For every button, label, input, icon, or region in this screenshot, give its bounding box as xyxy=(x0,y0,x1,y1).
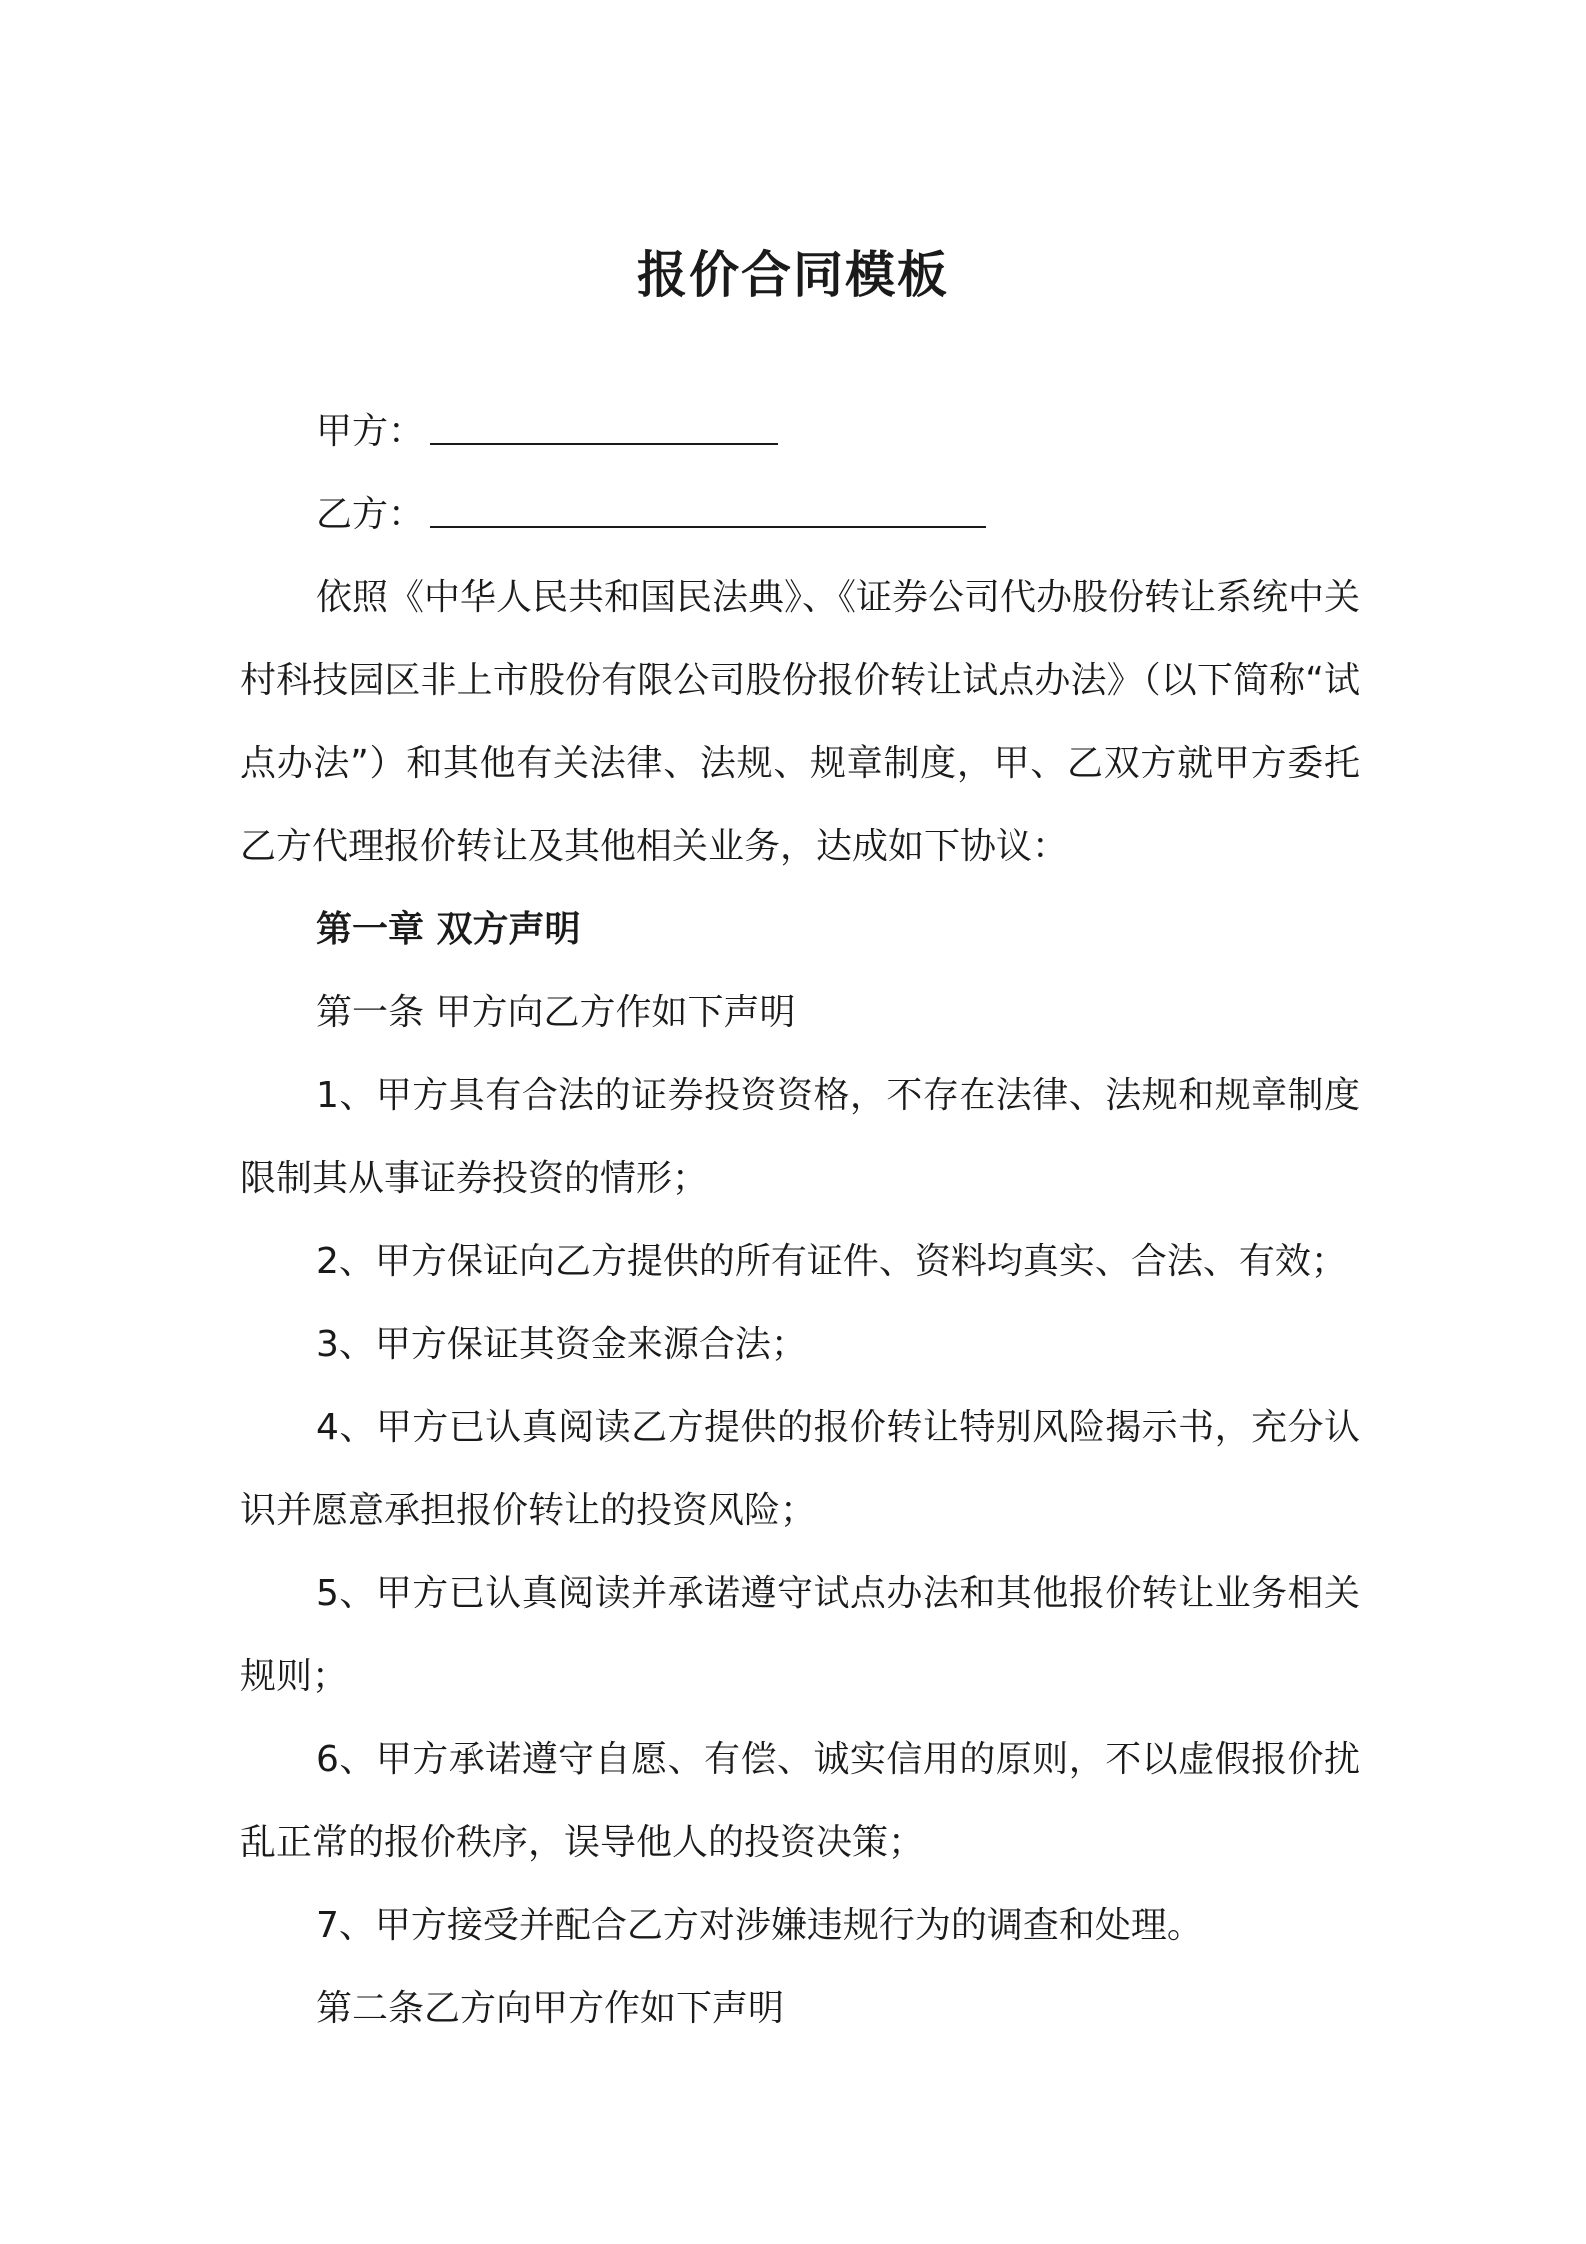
article-heading: 第一条 甲方向乙方作如下声明 xyxy=(316,992,796,1033)
article-heading: 第二条乙方向甲方作如下声明 xyxy=(316,1988,785,2029)
party-b-label: 乙方： xyxy=(316,494,425,535)
party-a-label: 甲方： xyxy=(316,411,425,452)
list-item: 5、甲方已认真阅读并承诺遵守试点办法和其他报价转让业务相关规则； xyxy=(240,1573,1360,1697)
list-item: 1、甲方具有合法的证券投资资格，不存在法律、法规和规章制度限制其从事证券投资的情形； xyxy=(240,1075,1360,1199)
list-item: 6、甲方承诺遵守自愿、有偿、诚实信用的原则，不以虚假报价扰乱正常的报价秩序，误导他人的投资决策； xyxy=(240,1739,1360,1863)
list-item: 4、甲方已认真阅读乙方提供的报价转让特别风险揭示书，充分认识并愿意承担报价转让的投资风险； xyxy=(240,1407,1360,1531)
party-b-line xyxy=(240,473,1360,556)
list-item: 7、甲方接受并配合乙方对涉嫌违规行为的调查和处理。 xyxy=(316,1905,1203,1946)
document-title: 报价合同模板 xyxy=(637,246,949,304)
party-a-blank xyxy=(430,413,778,445)
list-item: 3、甲方保证其资金来源合法； xyxy=(316,1324,807,1365)
document-body xyxy=(240,390,1360,2050)
party-a-line xyxy=(240,390,1360,473)
party-b-blank xyxy=(430,496,986,528)
list-item: 2、甲方保证向乙方提供的所有证件、资料均真实、合法、有效； xyxy=(316,1241,1347,1282)
chapter-heading: 第一章 双方声明 xyxy=(316,909,581,950)
intro-paragraph: 依照《中华人民共和国民法典》、《证券公司代办股份转让系统中关村科技园区非上市股份有限公司股份报价转让试点办法》（以下简称“试点办法”）和其他有关法律、法规、规章制度，甲、乙双方就甲方委托乙方代理报价转让及其他相关业务，达成如下协议： xyxy=(240,577,1361,867)
